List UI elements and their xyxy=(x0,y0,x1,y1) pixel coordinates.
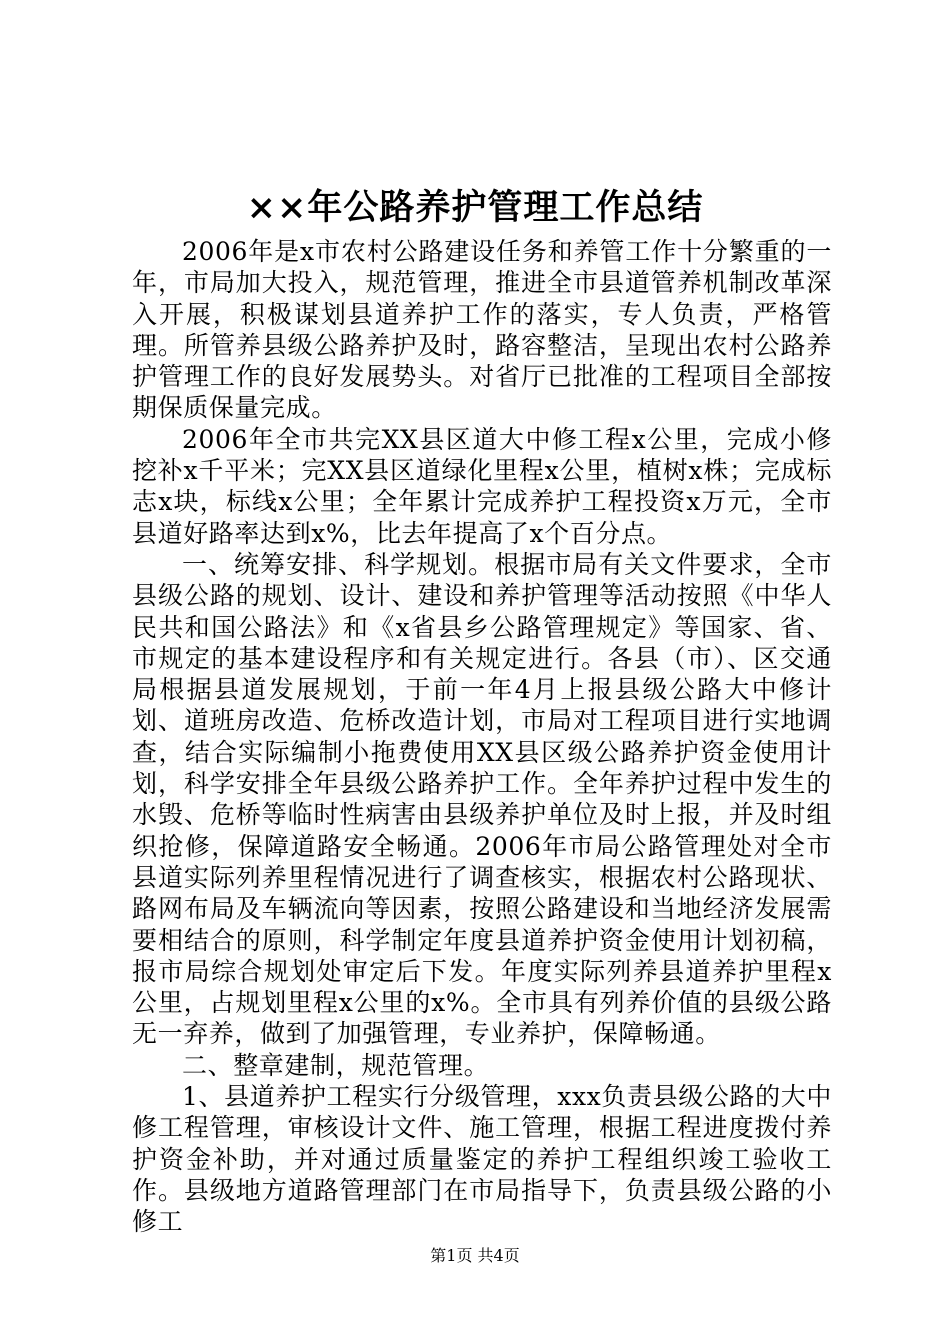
paragraph-statistics: 2006年全市共完XX县区道大中修工程x公里，完成小修挖补x千平米；完XX县区道绿化里程x公里，植树x株；完成标志x块，标线x公里；全年累计完成养护工程投资x万元，全市县道好路率达到x%，比去年提高了x个百分点。 xyxy=(132,424,832,548)
paragraph-intro: 2006年是x市农村公路建设任务和养管工作十分繁重的一年，市局加大投入，规范管理，推进全市县道管养机制改革深入开展，积极谋划县道养护工作的落实，专人负责，严格管理。所管养县级公路养护及时，路容整洁，呈现出农村公路养护管理工作的良好发展势头。对省厅已批准的工程项目全部按期保质保量完成。 xyxy=(132,237,832,423)
paragraph-section-two-heading: 二、整章建制，规范管理。 xyxy=(182,1050,490,1080)
paragraph-section-one: 一、统筹安排、科学规划。根据市局有关文件要求，全市县级公路的规划、设计、建设和养护管理等活动按照《中华人民共和国公路法》和《x省县乡公路管理规定》等国家、省、市规定的基本建设程序和有关规定进行。各县（市）、区交通局根据县道发展规划，于前一年4月上报县级公路大中修计划、道班房改造、危桥改造计划，市局对工程项目进行实地调查，结合实际编制小拖费使用XX县区级公路养护资金使用计划，科学安排全年县级公路养护工作。全年养护过程中发生的水毁、危桥等临时性病害由县级养护单位及时上报，并及时组织抢修，保障道路安全畅通。2006年市局公路管理处对全市县道实际列养里程情况进行了调查核实，根据农村公路现状、路网布局及车辆流向等因素，按照公路建设和当地经济发展需要相结合的原则，科学制定年度县道养护资金使用计划初稿，报市局综合规划处审定后下发。年度实际列养县道养护里程x公里，占规划里程x公里的x%。全市具有列养价值的县级公路无一弃养，做到了加强管理，专业养护，保障畅通。 xyxy=(132,549,832,1049)
document-body xyxy=(132,236,832,1238)
document-title: ××年公路养护管理工作总结 xyxy=(246,187,704,228)
paragraph-section-two-item-one: 1、县道养护工程实行分级管理，xxx负责县级公路的大中修工程管理，审核设计文件、施工管理，根据工程进度拨付养护资金补助，并对通过质量鉴定的养护工程组织竣工验收工作。县级地方道路管理部门在市局指导下，负责县级公路的小修工 xyxy=(132,1082,832,1237)
page-footer: 第1页 共4页 xyxy=(430,1246,520,1265)
